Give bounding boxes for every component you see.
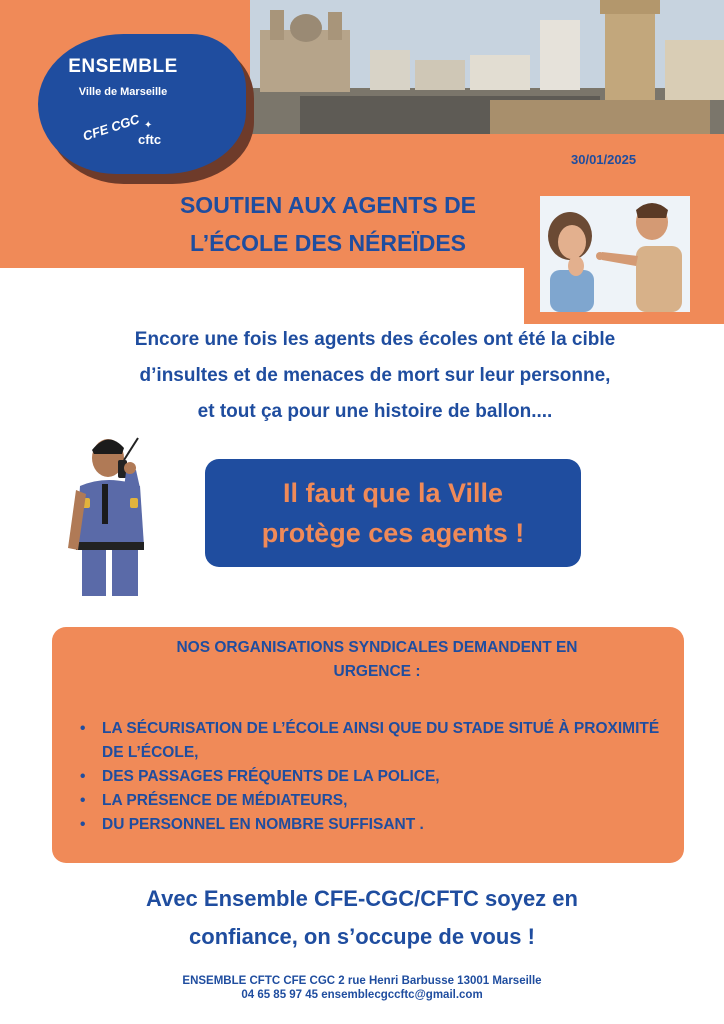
- demand-item: • LA PRÉSENCE DE MÉDIATEURS,: [80, 789, 660, 813]
- closing-line: confiance, on s’occupe de vous !: [189, 924, 535, 949]
- arguing-people-illustration: [540, 196, 690, 312]
- cityscape-image: [240, 0, 724, 134]
- demand-item: • DES PASSAGES FRÉQUENTS DE LA POLICE,: [80, 765, 660, 789]
- demands-heading: [92, 636, 662, 684]
- publication-date: 30/01/2025: [571, 152, 637, 167]
- closing-line: Avec Ensemble CFE-CGC/CFTC soyez en: [146, 886, 578, 911]
- callout-line: Il faut que la Ville: [282, 478, 504, 508]
- arguing-people-image: [540, 196, 690, 312]
- ensemble-logo-badge: [38, 34, 246, 174]
- demands-heading-line: NOS ORGANISATIONS SYNDICALES DEMANDENT EN: [176, 639, 578, 656]
- intro-paragraph: [40, 322, 710, 430]
- cftc-logo-mark: cftc: [138, 132, 162, 147]
- intro-line: d’insultes et de menaces de mort sur leur personne,: [139, 365, 611, 386]
- cfe-cgc-logo-mark: CFE CGC: [80, 111, 142, 144]
- page-title-line: SOUTIEN AUX AGENTS DE: [179, 192, 477, 218]
- closing-message: [60, 880, 664, 956]
- demand-item: • LA SÉCURISATION DE L’ÉCOLE AINSI QUE DU STADE SITUÉ À PROXIMITÉ DE L’ÉCOLE,: [80, 717, 660, 765]
- page-title: [118, 186, 538, 262]
- header-photo-marseille: [240, 0, 724, 134]
- footer-contact: [60, 974, 664, 1002]
- logo-subtitle: Ville de Marseille: [78, 86, 168, 98]
- demands-list: [80, 717, 660, 837]
- callout-line: protège ces agents !: [261, 518, 525, 548]
- demands-box: [52, 627, 684, 863]
- security-guard-image: [58, 428, 168, 596]
- logo-title: ENSEMBLE: [68, 56, 178, 77]
- security-guard-illustration: [58, 428, 168, 596]
- dove-icon: ✦: [144, 120, 153, 131]
- intro-line: et tout ça pour une histoire de ballon....: [197, 401, 553, 422]
- callout-box: [205, 459, 581, 567]
- demands-heading-line: URGENCE :: [333, 663, 421, 680]
- page-title-line: L’ÉCOLE DES NÉREÏDES: [189, 230, 467, 256]
- intro-line: Encore une fois les agents des écoles ont été la cible: [134, 329, 616, 350]
- demand-item: • DU PERSONNEL EN NOMBRE SUFFISANT .: [80, 813, 660, 837]
- footer-address: ENSEMBLE CFTC CFE CGC 2 rue Henri Barbusse 13001 Marseille: [182, 975, 542, 987]
- footer-phone-email: 04 65 85 97 45 ensemblecgccftc@gmail.com: [241, 989, 483, 1001]
- callout-text: [205, 473, 581, 553]
